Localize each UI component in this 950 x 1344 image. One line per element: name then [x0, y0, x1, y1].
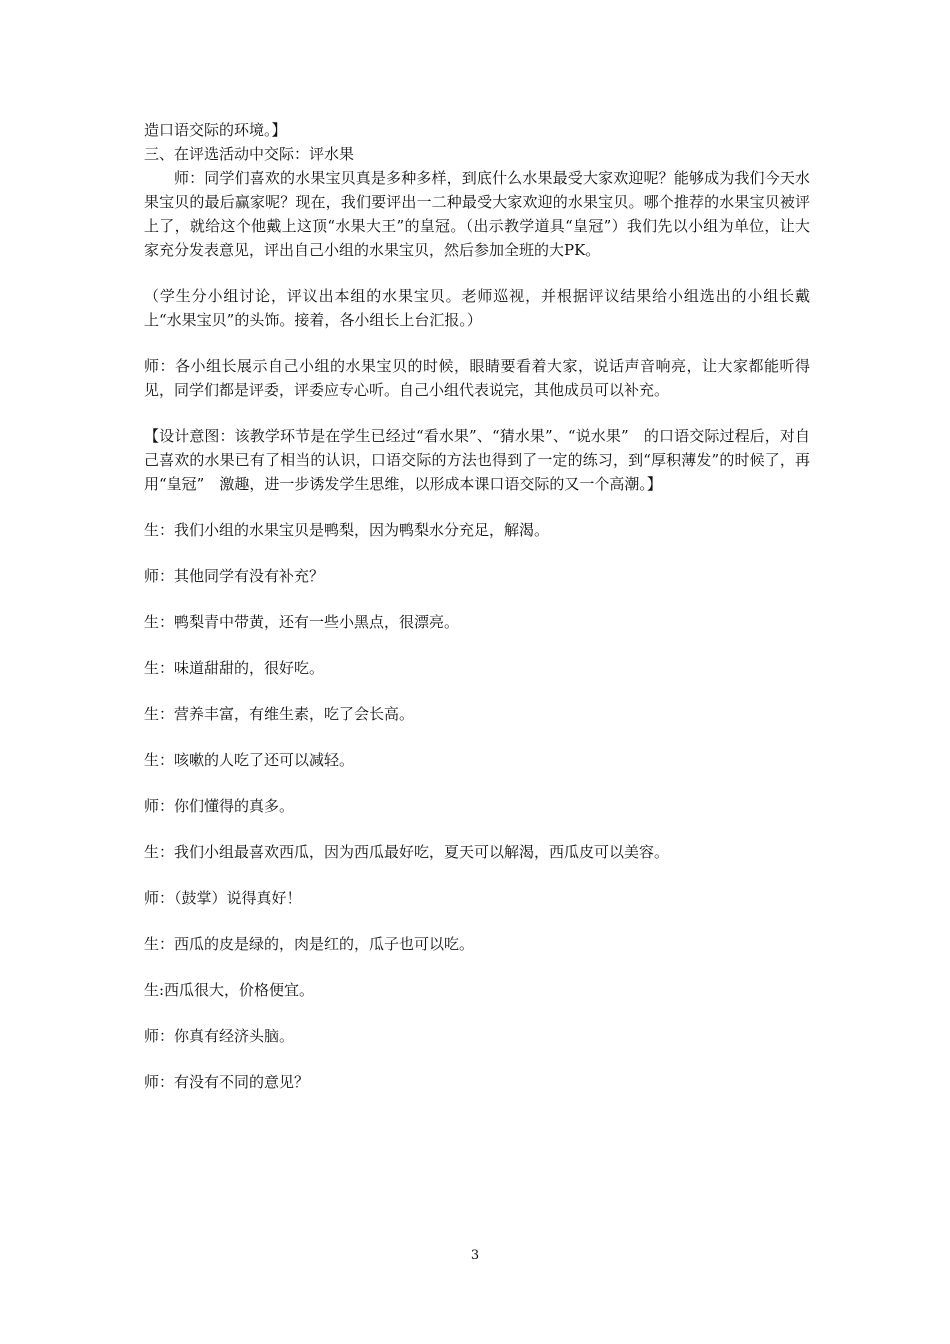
dialogue-line: 师：其他同学有没有补充？: [144, 567, 325, 585]
dialogue-line: 生：鸭梨青中带黄，还有一些小黑点，很漂亮。: [144, 613, 460, 631]
dialogue-line: 生:西瓜很大，价格便宜。: [144, 981, 315, 999]
text-line: 造口语交际的环境。】: [144, 121, 287, 139]
dialogue-line: 师：（鼓掌）说得真好！: [144, 889, 302, 907]
page-number: 3: [470, 1248, 480, 1263]
dialogue-line: 生：西瓜的皮是绿的，肉是红的，瓜子也可以吃。: [144, 935, 475, 953]
dialogue-line: 师：你们懂得的真多。: [144, 797, 295, 815]
paragraph: 师：各小组长展示自己小组的水果宝贝的时候，眼睛要看着大家，说话声音响亮，让大家都能听得见，同学们都是评委，评委应专心听。自己小组代表说完，其他成员可以补充。: [144, 357, 810, 399]
dialogue-line: 生：我们小组最喜欢西瓜，因为西瓜最好吃，夏天可以解渴，西瓜皮可以美容。: [144, 843, 670, 861]
dialogue-line: 师：有没有不同的意见？: [144, 1073, 310, 1091]
paragraph: （学生分小组讨论，评议出本组的水果宝贝。老师巡视，并根据评议结果给小组选出的小组长戴上“水果宝贝”的头饰。接着，各小组长上台汇报。）: [144, 287, 810, 329]
paragraph: 师：同学们喜欢的水果宝贝真是多种多样，到底什么水果最受大家欢迎呢？能够成为我们今天水果宝贝的最后赢家呢？现在，我们要评出一二种最受大家欢迎的水果宝贝。哪个推荐的水果宝贝被评上了，就给这个他戴上这顶“水果大王”的皇冠。（出示教学道具“皇冠”）我们先以小组为单位，让大家充分发表意见，评出自己小组的水果宝贝，然后参加全班的大PK。: [144, 169, 810, 259]
section-heading: 三、在评选活动中交际：评水果: [144, 145, 355, 163]
dialogue-line: 生：味道甜甜的，很好吃。: [144, 659, 325, 677]
dialogue-line: 生：营养丰富，有维生素，吃了会长高。: [144, 705, 415, 723]
dialogue-line: 生：咳嗽的人吃了还可以减轻。: [144, 751, 355, 769]
dialogue-line: 生：我们小组的水果宝贝是鸭梨，因为鸭梨水分充足，解渴。: [144, 521, 550, 539]
dialogue-line: 师：你真有经济头脑。: [144, 1027, 295, 1045]
design-intent-paragraph: 【设计意图：该教学环节是在学生已经过“看水果”、“猜水果”、“说水果” 的口语交际过程后，对自己喜欢的水果已有了相当的认识，口语交际的方法也得到了一定的练习，到“厚积薄发”的时候了，再用“皇冠” 激趣，进一步诱发学生思维，以形成本课口语交际的又一个高潮。】: [144, 427, 810, 493]
document-body: [144, 118, 810, 1116]
